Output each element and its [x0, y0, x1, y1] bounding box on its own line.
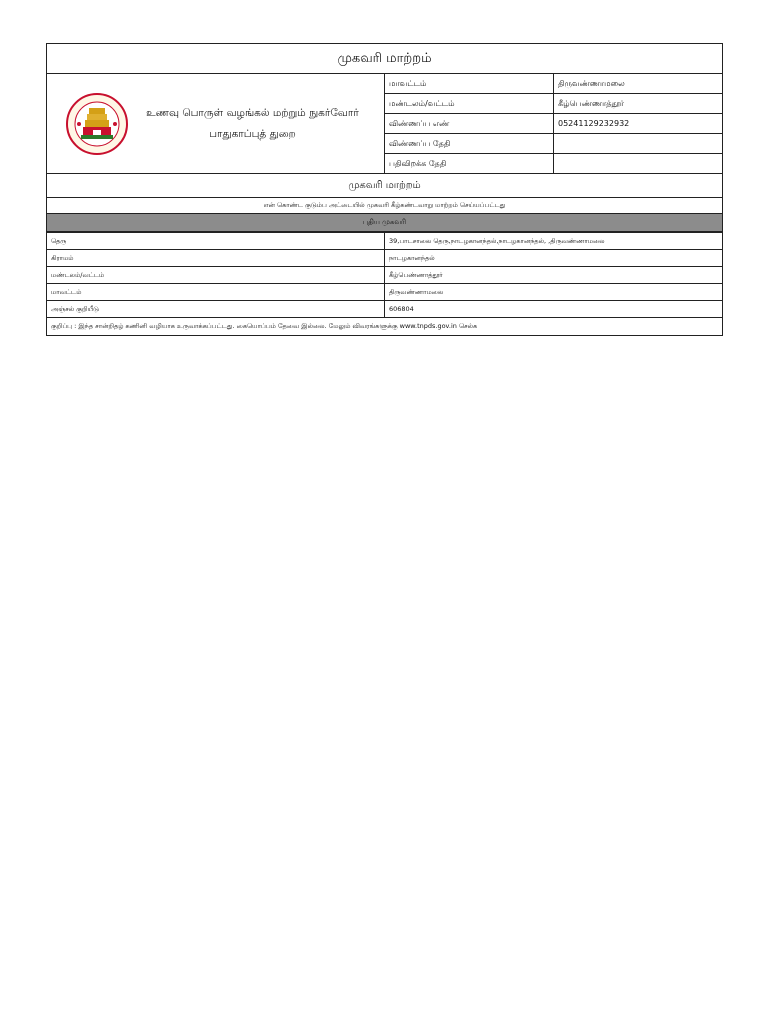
address-label-taluk: மண்டலம்/வட்டம்	[47, 267, 385, 284]
address-value-district: திருவண்ணாமலை	[385, 284, 723, 301]
address-value-village: நாடழகானந்தல்	[385, 250, 723, 267]
address-value-pincode: 606804	[385, 301, 723, 318]
info-value-application-no: 05241129232932	[554, 114, 723, 134]
info-value-application-date	[554, 134, 723, 154]
header-table	[46, 43, 723, 232]
info-value-download-date	[554, 154, 723, 174]
footnote: குறிப்பு : இந்த சான்றிதழ் கணினி வழியாக உருவாக்கப்பட்டது. கையொப்பம் தேவை இல்லை. மேலும் விவரங்களுக்கு www.tnpds.gov.in செல்க	[47, 318, 723, 336]
department-line-2: பாதுகாப்புத் துறை	[209, 127, 296, 140]
new-address-header: புதிய முகவரி	[47, 214, 723, 232]
section-title: முகவரி மாற்றம்	[47, 174, 723, 198]
info-label-application-no: விண்ணப்ப எண்	[385, 114, 554, 134]
department-name	[129, 103, 384, 145]
logo-cell	[47, 74, 385, 174]
address-value-street: 39,பாடசாலை தெரு,நாடழகானந்தல்,நாடழகானந்தல், ,திருவண்ணாமலை	[385, 233, 723, 250]
change-notice: என் கொண்ட குடும்ப அட்டையில் முகவரி கீழ்கண்டவாறு மாற்றம் செய்யப்பட்டது	[47, 198, 723, 214]
address-value-taluk: கீழ்பெண்ணாத்தூர்	[385, 267, 723, 284]
address-label-pincode: அஞ்சல் குறியீடு	[47, 301, 385, 318]
info-label-download-date: பதிவிறக்க தேதி	[385, 154, 554, 174]
tamil-nadu-emblem-icon	[65, 92, 129, 156]
address-label-district: மாவட்டம்	[47, 284, 385, 301]
address-change-document	[46, 43, 722, 336]
info-label-application-date: விண்ணப்ப தேதி	[385, 134, 554, 154]
info-value-district: திருவண்ணாமலை	[554, 74, 723, 94]
info-value-taluk: கீழ்பெண்ணாத்தூர்	[554, 94, 723, 114]
info-label-district: மாவட்டம்	[385, 74, 554, 94]
department-line-1: உணவு பொருள் வழங்கல் மற்றும் நுகர்வோர்	[146, 106, 359, 119]
address-label-village: கிராமம்	[47, 250, 385, 267]
page-title: முகவரி மாற்றம்	[47, 44, 723, 74]
address-table	[46, 232, 723, 336]
info-label-taluk: மண்டலம்/வட்டம்	[385, 94, 554, 114]
address-label-street: தெரு	[47, 233, 385, 250]
